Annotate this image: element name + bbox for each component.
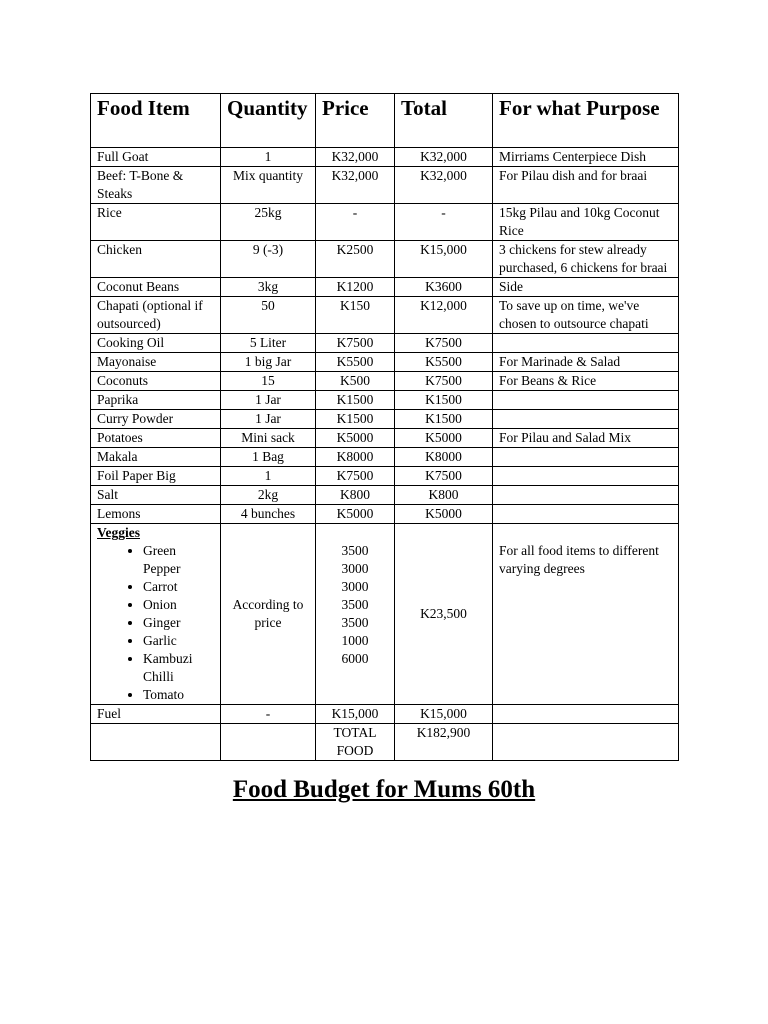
- table-row: [91, 429, 679, 448]
- veggie-price: 3500: [341, 543, 369, 558]
- cell-price: K150: [316, 297, 395, 334]
- table-row: [91, 486, 679, 505]
- cell-food-item: Salt: [91, 486, 221, 505]
- table-row: [91, 372, 679, 391]
- table-row: [91, 167, 679, 204]
- cell-purpose: Side: [493, 278, 679, 297]
- cell-price: K500: [316, 372, 395, 391]
- cell-food-item: Chicken: [91, 241, 221, 278]
- cell-purpose: 3 chickens for stew already purchased, 6 chickens for braai: [493, 241, 679, 278]
- cell-price: K800: [316, 486, 395, 505]
- total-food-label: TOTAL FOOD: [316, 724, 395, 761]
- cell-purpose: To save up on time, we've chosen to outsource chapati: [493, 297, 679, 334]
- cell-total: K15,000: [395, 241, 493, 278]
- cell-quantity: -: [221, 705, 316, 724]
- table-row: [91, 410, 679, 429]
- table-row: [91, 241, 679, 278]
- cell-total: K1500: [395, 391, 493, 410]
- veggie-price: 3000: [341, 561, 369, 576]
- cell-quantity: 5 Liter: [221, 334, 316, 353]
- table-row: [91, 204, 679, 241]
- header-food-item: Food Item: [91, 94, 221, 148]
- cell-food-item: Paprika: [91, 391, 221, 410]
- cell-quantity: 1 big Jar: [221, 353, 316, 372]
- table-row: [91, 505, 679, 524]
- cell-quantity: 25kg: [221, 204, 316, 241]
- caption-text: Food Budget for Mums 60th: [232, 776, 536, 803]
- veggie-price: 3500: [341, 597, 369, 612]
- veggies-title: Veggies: [97, 525, 140, 540]
- cell-quantity: 1 Jar: [221, 391, 316, 410]
- cell-food-item: Potatoes: [91, 429, 221, 448]
- cell-total: K7500: [395, 467, 493, 486]
- cell-price: K5000: [316, 505, 395, 524]
- header-quantity: Quantity: [221, 94, 316, 148]
- list-item: • Tomato: [143, 686, 214, 704]
- cell-quantity: Mini sack: [221, 429, 316, 448]
- cell-food-item: Beef: T-Bone & Steaks: [91, 167, 221, 204]
- cell-food-item: Foil Paper Big: [91, 467, 221, 486]
- cell-quantity: 1 Jar: [221, 410, 316, 429]
- table-row: [91, 148, 679, 167]
- cell-total: K5000: [395, 429, 493, 448]
- cell-total: K32,000: [395, 148, 493, 167]
- cell-total: -: [395, 204, 493, 241]
- cell-total: K800: [395, 486, 493, 505]
- veggie-price: 6000: [341, 651, 369, 666]
- list-item: • Green Pepper: [143, 542, 214, 578]
- cell-purpose: [493, 705, 679, 724]
- empty-cell: [493, 724, 679, 761]
- cell-purpose: [493, 505, 679, 524]
- cell-quantity: 9 (-3): [221, 241, 316, 278]
- cell-food-item: Coconut Beans: [91, 278, 221, 297]
- cell-food-item: Coconuts: [91, 372, 221, 391]
- cell-price: K7500: [316, 334, 395, 353]
- cell-total: K32,000: [395, 167, 493, 204]
- list-item: • Garlic: [143, 632, 214, 650]
- cell-purpose: [493, 334, 679, 353]
- cell-veggies-prices: [316, 524, 395, 705]
- cell-purpose: For Pilau and Salad Mix: [493, 429, 679, 448]
- table-row: [91, 448, 679, 467]
- cell-veggies-items: [91, 524, 221, 705]
- header-price: Price: [316, 94, 395, 148]
- table-body: [91, 148, 679, 761]
- cell-quantity: 50: [221, 297, 316, 334]
- cell-total: K15,000: [395, 705, 493, 724]
- cell-quantity: 15: [221, 372, 316, 391]
- cell-price: K32,000: [316, 167, 395, 204]
- table-row: [91, 278, 679, 297]
- cell-quantity: 3kg: [221, 278, 316, 297]
- cell-food-item: Fuel: [91, 705, 221, 724]
- cell-food-item: Rice: [91, 204, 221, 241]
- cell-total: K5000: [395, 505, 493, 524]
- cell-quantity: 1: [221, 148, 316, 167]
- empty-cell: [91, 724, 221, 761]
- cell-total: K1500: [395, 410, 493, 429]
- empty-cell: [221, 724, 316, 761]
- header-total: Total: [395, 94, 493, 148]
- cell-price: K1500: [316, 410, 395, 429]
- cell-purpose: For Pilau dish and for braai: [493, 167, 679, 204]
- veggies-list: [97, 542, 214, 704]
- cell-total: K7500: [395, 334, 493, 353]
- table-row: [91, 467, 679, 486]
- cell-food-item: Chapati (optional if outsourced): [91, 297, 221, 334]
- cell-quantity: Mix quantity: [221, 167, 316, 204]
- table-row: [91, 353, 679, 372]
- cell-price: K1500: [316, 391, 395, 410]
- table-row: [91, 391, 679, 410]
- cell-price: K32,000: [316, 148, 395, 167]
- cell-price: K5000: [316, 429, 395, 448]
- veggie-price: 1000: [341, 633, 369, 648]
- cell-purpose: [493, 391, 679, 410]
- cell-total: K3600: [395, 278, 493, 297]
- cell-total: K12,000: [395, 297, 493, 334]
- cell-purpose: For Beans & Rice: [493, 372, 679, 391]
- page-caption: [0, 774, 768, 806]
- cell-purpose: [493, 410, 679, 429]
- cell-food-item: Cooking Oil: [91, 334, 221, 353]
- cell-veggies-purpose: For all food items to different varying degrees: [493, 524, 679, 705]
- cell-veggies-quantity: According to price: [221, 524, 316, 705]
- cell-quantity: 1 Bag: [221, 448, 316, 467]
- cell-price: K5500: [316, 353, 395, 372]
- cell-price: -: [316, 204, 395, 241]
- list-item: • Carrot: [143, 578, 214, 596]
- header-row: [91, 94, 679, 148]
- cell-purpose: [493, 467, 679, 486]
- cell-quantity: 4 bunches: [221, 505, 316, 524]
- cell-food-item: Lemons: [91, 505, 221, 524]
- cell-purpose: Mirriams Centerpiece Dish: [493, 148, 679, 167]
- cell-total: K8000: [395, 448, 493, 467]
- cell-price: K2500: [316, 241, 395, 278]
- header-purpose: For what Purpose: [493, 94, 679, 148]
- cell-quantity: 2kg: [221, 486, 316, 505]
- cell-veggies-total: K23,500: [395, 524, 493, 705]
- cell-food-item: Full Goat: [91, 148, 221, 167]
- cell-quantity: 1: [221, 467, 316, 486]
- total-food-value: K182,900: [395, 724, 493, 761]
- list-item: • Ginger: [143, 614, 214, 632]
- fuel-row: [91, 705, 679, 724]
- food-budget-table: [90, 93, 679, 761]
- cell-food-item: Mayonaise: [91, 353, 221, 372]
- veggie-price: 3000: [341, 579, 369, 594]
- cell-price: K1200: [316, 278, 395, 297]
- cell-food-item: Curry Powder: [91, 410, 221, 429]
- grand-total-row: [91, 724, 679, 761]
- table-row: [91, 297, 679, 334]
- list-item: • Kambuzi Chilli: [143, 650, 214, 686]
- list-item: • Onion: [143, 596, 214, 614]
- cell-price: K8000: [316, 448, 395, 467]
- cell-purpose: [493, 486, 679, 505]
- cell-total: K5500: [395, 353, 493, 372]
- cell-price: K15,000: [316, 705, 395, 724]
- cell-food-item: Makala: [91, 448, 221, 467]
- cell-purpose: 15kg Pilau and 10kg Coconut Rice: [493, 204, 679, 241]
- veggies-row: [91, 524, 679, 705]
- cell-purpose: [493, 448, 679, 467]
- cell-price: K7500: [316, 467, 395, 486]
- table-row: [91, 334, 679, 353]
- veggie-price: 3500: [341, 615, 369, 630]
- cell-purpose: For Marinade & Salad: [493, 353, 679, 372]
- cell-total: K7500: [395, 372, 493, 391]
